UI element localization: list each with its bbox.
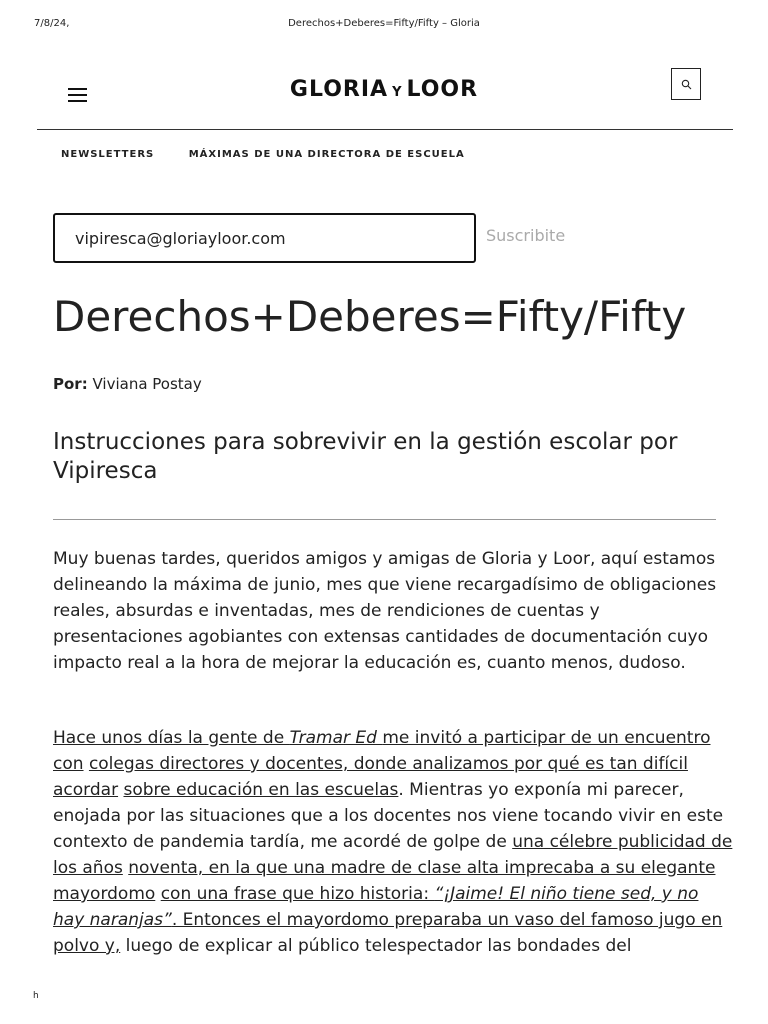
link-colegas[interactable]: colegas directores y docentes, donde analizamos por qué es tan difícil acordar (53, 754, 688, 800)
nav-item-maximas[interactable]: MÁXIMAS DE UNA DIRECTORA DE ESCUELA (188, 149, 465, 160)
logo-text-y: Y (392, 85, 403, 100)
article-paragraph-1: Muy buenas tardes, queridos amigos y amigas de Gloria y Loor, aquí estamos delineando la máxima de junio, mes que viene recargadísimo de obligaciones reales, absurdas e inventadas, mes de rendiciones de cuentas y presentaciones agobiantes con extensas cantidades de documentación cuyo impacto real a la hora de mejorar la educación es, cuanto menos, dudoso. (53, 549, 717, 673)
logo-text-left: GLORIA (289, 77, 389, 102)
byline-label: Por: (53, 375, 88, 393)
print-header (0, 18, 768, 32)
search-button[interactable] (671, 68, 701, 100)
main-nav (61, 149, 495, 160)
article-title: Derechos+Deberes=Fifty/Fifty (53, 292, 687, 341)
byline (53, 375, 202, 393)
header-divider (37, 129, 733, 130)
link-frase[interactable]: con una frase que hizo historia: “¡Jaime! El niño tiene sed, y no hay naranjas”. Entonces el mayordomo preparaba un vaso del famoso jugo en polvo y, (53, 884, 723, 956)
content-divider (53, 519, 716, 520)
search-icon (681, 79, 692, 90)
link-noventa[interactable]: noventa, en la que una madre de clase alta imprecaba a su elegante mayordomo (53, 858, 716, 904)
subscribe-button[interactable]: Suscribite (486, 226, 566, 245)
link-sobre-educacion[interactable]: sobre educación en las escuelas (123, 780, 399, 800)
paragraph-text: . Mientras yo exponía mi parecer, enojada por las situaciones que a los docentes nos viene tocando vivir en este contexto de pandemia tardía, me acordé de golpe de (53, 780, 724, 852)
site-logo[interactable] (0, 77, 768, 102)
article-paragraph-2 (53, 725, 733, 959)
link-tramar-ed[interactable]: Hace unos días la gente de Tramar Ed me invitó a participar de un encuentro con (53, 728, 711, 774)
print-date: 7/8/24, (34, 18, 70, 29)
nav-item-newsletters[interactable]: NEWSLETTERS (61, 149, 155, 160)
site-header (0, 60, 768, 130)
logo-text-right: LOOR (406, 77, 479, 102)
link-publicidad[interactable]: una célebre publicidad de los años (53, 832, 733, 878)
email-input[interactable] (53, 213, 476, 263)
article-subtitle: Instrucciones para sobrevivir en la gestión escolar por Vipiresca (53, 429, 678, 484)
paragraph-text-end: luego de explicar al público telespectador las bondades del (120, 936, 632, 956)
footer-mark: h (33, 991, 39, 1001)
author-name[interactable]: Viviana Postay (92, 375, 202, 393)
print-page-title: Derechos+Deberes=Fifty/Fifty – Gloria (288, 18, 480, 29)
